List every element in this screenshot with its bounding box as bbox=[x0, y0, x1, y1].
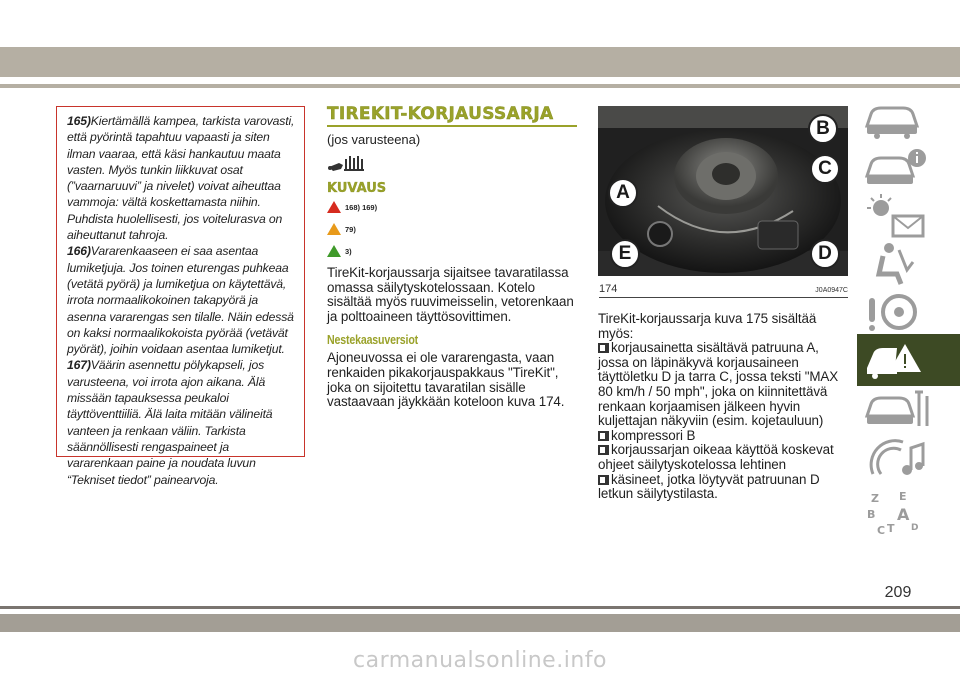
section-title: TIREKIT-KORJAUSSARJA bbox=[327, 104, 554, 124]
photo-label-e: E bbox=[610, 239, 640, 269]
car-dashboard-icon bbox=[863, 96, 923, 140]
warning-ref: 167) bbox=[67, 358, 91, 373]
checkbox-bullet-icon bbox=[598, 343, 609, 353]
footer-band bbox=[0, 614, 960, 632]
page-number: 209 bbox=[884, 584, 912, 601]
figure-code: J0A0947C bbox=[815, 287, 848, 294]
svg-text:A: A bbox=[897, 505, 910, 524]
tab-multimedia[interactable] bbox=[857, 434, 960, 486]
car-info-icon bbox=[863, 146, 933, 190]
body-paragraph: TireKit-korjaussarja sijaitsee tavaratilassa omassa säilytyskotelossaan. Kotelo sisältää myös ruuvimeisselin, vetorenkaan ja polttoaineen täyttösovittimen. bbox=[327, 265, 574, 324]
tab-car-warning[interactable] bbox=[857, 334, 960, 386]
tab-car-tools[interactable] bbox=[857, 384, 960, 436]
steering-wheel-icon bbox=[863, 288, 923, 336]
warning-text bbox=[67, 113, 296, 488]
svg-text:T: T bbox=[887, 522, 895, 535]
caution-ref-text: 79) bbox=[345, 224, 356, 234]
car-warning-icon bbox=[865, 338, 925, 382]
checkbox-bullet-icon bbox=[598, 431, 609, 441]
svg-text:D: D bbox=[911, 523, 919, 533]
list-item: kompressori B bbox=[611, 427, 696, 443]
body-paragraph bbox=[598, 312, 848, 502]
tab-alphabet-index[interactable] bbox=[857, 486, 960, 538]
list-item: korjausainetta sisältävä patruuna A, jossa on läpinäkyvä korjausaineen täyttöletku D ja tarra C, jossa teksti "MAX 80 km/h / 50 mph", joka on kiinnitettävä renkaan korjaamisen jälkeen hyvin kuljettajan näkyviin (esim. kojetauluun) bbox=[598, 340, 839, 429]
checkbox-bullet-icon bbox=[598, 445, 609, 455]
watermark: carmanualsonline.info bbox=[353, 648, 607, 673]
tirekit-photo bbox=[598, 106, 848, 276]
tools-icon bbox=[327, 153, 582, 175]
figure-number: 174 bbox=[599, 283, 618, 295]
warning-paragraph: Vararenkaaseen ei saa asentaa lumiketjuja. Jos toinen eturengas puhkeaa (vetätä pyörä) ja lumiketjua on käytettävä, irrota normaalikokoinen takapyörä ja asenna vararengas sen tilalle. Näin edessä on kaksi normaalikokoista pyörää (vetävät pyörät), joihin voidaan asentaa lumiketjut. bbox=[67, 244, 294, 357]
list-item: käsineet, jotka löytyvät patruunan D letkun säilytystilasta. bbox=[598, 471, 820, 502]
multimedia-icon bbox=[863, 434, 933, 484]
tab-car-info[interactable] bbox=[857, 142, 960, 194]
intro-text: TireKit-korjaussarja kuva 175 sisältää myös: bbox=[598, 311, 817, 341]
environment-ref-row bbox=[327, 240, 582, 262]
tab-car-dashboard[interactable] bbox=[857, 92, 960, 144]
list-item: korjaussarjan oikeaa käyttöä koskevat ohjeet säilytyskotelossa lehtinen bbox=[598, 442, 834, 472]
car-tools-icon bbox=[863, 386, 933, 432]
header-rule bbox=[0, 84, 960, 88]
photo-label-c: C bbox=[810, 154, 840, 184]
svg-text:E: E bbox=[899, 490, 907, 503]
caution-ref-row bbox=[327, 218, 582, 240]
warning-box bbox=[56, 106, 305, 487]
seat-safety-icon bbox=[863, 240, 923, 288]
warning-ref: 165) bbox=[67, 114, 91, 128]
photo-label-b: B bbox=[808, 114, 838, 144]
warning-ref-text: 168) 169) bbox=[345, 202, 378, 212]
photo-label-d: D bbox=[810, 239, 840, 269]
checkbox-bullet-icon bbox=[598, 475, 609, 485]
environment-triangle-icon bbox=[327, 245, 341, 257]
warning-ref: 166) bbox=[67, 244, 91, 259]
lights-mail-icon bbox=[863, 192, 933, 240]
tab-seat-safety[interactable] bbox=[857, 238, 960, 290]
tab-lights-mail[interactable] bbox=[857, 190, 960, 242]
header-band bbox=[0, 47, 960, 77]
footer-rule bbox=[0, 606, 960, 609]
caution-triangle-icon bbox=[327, 223, 341, 235]
warning-paragraph: Väärin asennettu pölykapseli, jos varusteena, voi irrota ajon aikana. Älä missään tapauksessa peukaloi täyttöventtiiliä. Älä laita mitään välineitä vanteen ja renkaan väliin. Tarkista säännöllisesti rengaspaineet ja vararenkaan paine ja noudata luvun “Tekniset tiedot” painearvoja. bbox=[67, 358, 273, 487]
subsection-heading: Nestekaasuversiot bbox=[327, 333, 419, 348]
right-column bbox=[598, 312, 848, 502]
figure-caption bbox=[599, 283, 848, 295]
figure-rule bbox=[599, 297, 848, 298]
svg-text:B: B bbox=[867, 508, 876, 521]
svg-text:C: C bbox=[877, 524, 886, 537]
warning-paragraph: Kiertämällä kampea, tarkista varovasti, että pyörintä tapahtuu vapaasti ja siten ilman vaaraa, että käsi hankautuu maata vasten. Myös tunkin liikkuvat osat (”vaarnaruuvi” ja nivelet) voivat aiheuttaa vammoja: vältä koskettamasta niihin. Puhdista huolellisesti, jos voitelurasva on aiheuttanut tahroja. bbox=[67, 114, 295, 243]
svg-text:Z: Z bbox=[871, 492, 879, 505]
environment-ref-text: 3) bbox=[345, 246, 352, 256]
tab-steering-wheel[interactable] bbox=[857, 286, 960, 338]
description-heading: KUVAUS bbox=[327, 181, 387, 196]
main-column bbox=[327, 104, 582, 410]
warning-triangle-icon bbox=[327, 201, 341, 213]
section-subtitle: (jos varusteena) bbox=[327, 132, 421, 147]
section-rule bbox=[327, 125, 577, 127]
body-paragraph: Ajoneuvossa ei ole vararengasta, vaan renkaiden pikakorjauspakkaus "TireKit", joka on sijoitettu tavaratilan sisälle vastaavaan jäykkään koteloon kuva 174. bbox=[327, 350, 565, 410]
alphabet-index-icon bbox=[865, 488, 935, 538]
photo-label-a: A bbox=[608, 178, 638, 208]
warning-ref-row bbox=[327, 196, 582, 218]
